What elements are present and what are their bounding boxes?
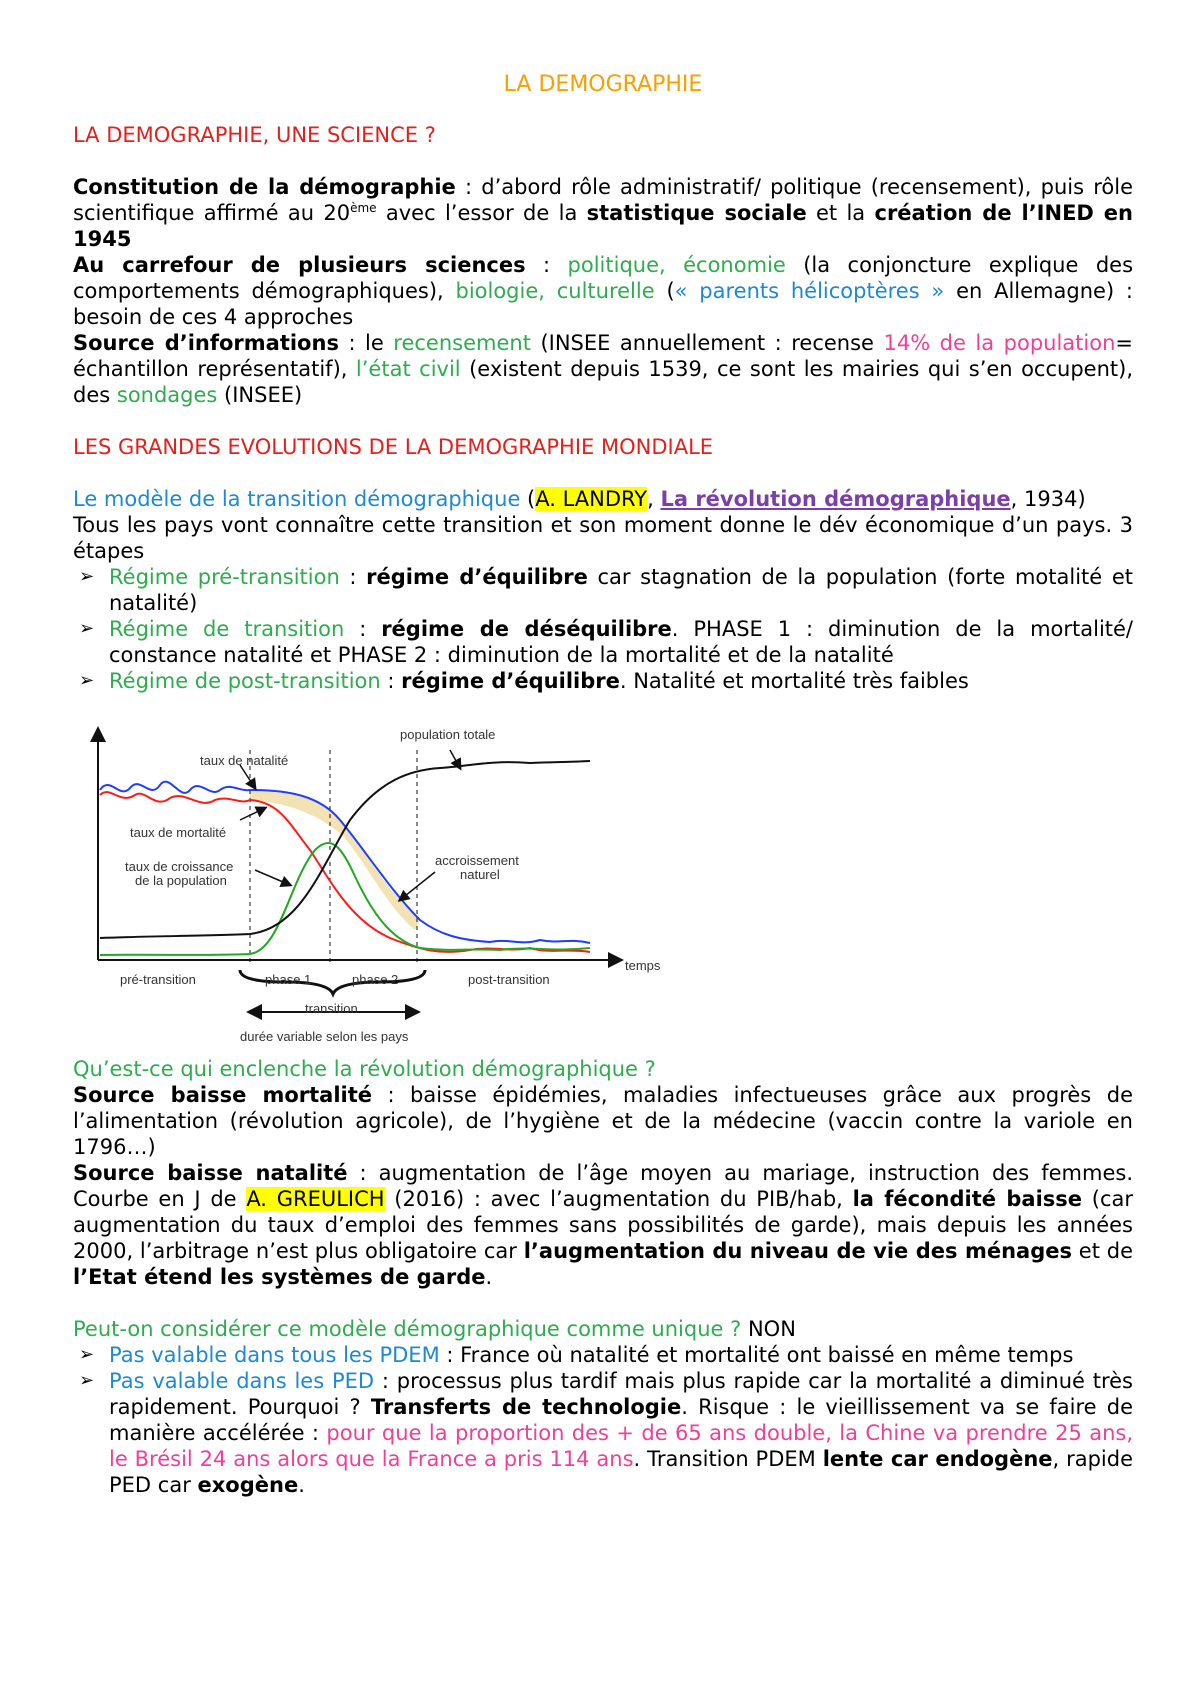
regime-list bbox=[73, 564, 1133, 694]
list-item: ➢ Pas valable dans les PED : processus plus tardif mais plus rapide car la mortalité a diminué très rapidement. Pourquoi ? Transferts de technologie. Risque : le vieillissement va se faire de manière accélérée : pour que la proportion des + de 65 ans double, la Chine va prendre 25 ans, le Brésil 24 ans alors que la France a pris 114 ans. Transition PDEM lente car endogène, rapide PED car exogène. bbox=[79, 1369, 1134, 1497]
list-item: ➢ Pas valable dans tous les PDEM : France où natalité et mortalité ont baissé en même temps bbox=[79, 1343, 1074, 1367]
arrow-bullet-icon: ➢ bbox=[79, 566, 95, 587]
label-mortalite: taux de mortalité bbox=[130, 825, 227, 840]
label-post-transition: post-transition bbox=[468, 972, 550, 987]
question-revolution: Qu’est-ce qui enclenche la révolution démographique ? bbox=[73, 1057, 656, 1081]
book-title-link[interactable]: La révolution démographique bbox=[660, 487, 1011, 511]
paragraph-constitution: Constitution de la démographie : d’abord rôle administratif/ politique (recensement), puis rôle scientifique affirmé au 20ème avec l’essor de la statistique sociale et la création de l’INED en 1945 bbox=[73, 175, 1134, 251]
label-population: population totale bbox=[400, 727, 496, 742]
label-phase-1: phase 1 bbox=[265, 972, 312, 987]
arrow-bullet-icon: ➢ bbox=[79, 618, 95, 639]
page-title: LA DEMOGRAPHIE bbox=[503, 72, 703, 97]
section-heading-evolutions: LES GRANDES EVOLUTIONS DE LA DEMOGRAPHIE MONDIALE bbox=[73, 435, 714, 459]
label-duree: durée variable selon les pays bbox=[240, 1029, 409, 1044]
paragraph-natalite: Source baisse natalité : augmentation de l’âge moyen au mariage, instruction des femmes. Courbe en J de A. GREULICH (2016) : avec l’augmentation du PIB/hab, la fécondité baisse (car augmentation du taux d’emploi des femmes sans possibilités de garde), mais depuis les années 2000, l’arbitrage n’est plus obligatoire car l’augmentation du niveau de vie des ménages et de l’Etat étend les systèmes de garde. bbox=[73, 1161, 1134, 1289]
limits-list bbox=[73, 1342, 1133, 1498]
paragraph-intro: Tous les pays vont connaître cette transition et son moment donne le dév économique d’un pays. 3 étapes bbox=[73, 513, 1133, 563]
label-croissance-2: de la population bbox=[135, 873, 227, 888]
list-item: ➢ Régime pré-transition : régime d’équilibre car stagnation de la population (forte motalité et natalité) bbox=[79, 565, 1133, 615]
list-item: ➢ Régime de post-transition : régime d’équilibre. Natalité et mortalité très faibles bbox=[79, 669, 969, 693]
paragraph-sources: Source d’informations : le recensement (INSEE annuellement : recense 14% de la population= échantillon représentatif), l’état civil (existent depuis 1539, ce sont les mairies qui s’en occupent), des sondages (INSEE) bbox=[73, 331, 1133, 407]
label-natalite: taux de natalité bbox=[200, 753, 289, 768]
arrow-bullet-icon: ➢ bbox=[79, 1344, 95, 1365]
document-page bbox=[73, 72, 1133, 1498]
section-heading-science: LA DEMOGRAPHIE, UNE SCIENCE ? bbox=[73, 123, 436, 147]
pointer-croissance bbox=[255, 870, 290, 885]
label-croissance-1: taux de croissance bbox=[125, 859, 234, 874]
pointer-mortalite bbox=[240, 808, 265, 820]
label-accroissement-1: accroissement bbox=[435, 853, 519, 868]
transition-diagram bbox=[90, 710, 730, 1050]
accroissement-area bbox=[250, 790, 420, 930]
label-pre-transition: pré-transition bbox=[120, 972, 196, 987]
paragraph-carrefour: Au carrefour de plusieurs sciences : politique, économie (la conjoncture explique des comportements démographiques), biologie, culturelle (« parents hélicoptères » en Allemagne) : besoin de ces 4 approches bbox=[73, 253, 1134, 329]
arrow-bullet-icon: ➢ bbox=[79, 1370, 95, 1391]
arrow-bullet-icon: ➢ bbox=[79, 670, 95, 691]
paragraph-model: Le modèle de la transition démographique (A. LANDRY, La révolution démographique, 1934) bbox=[73, 487, 1086, 511]
question-unique: Peut-on considérer ce modèle démographique comme unique ? NON bbox=[73, 1317, 796, 1341]
list-item: ➢ Régime de transition : régime de déséquilibre. PHASE 1 : diminution de la mortalité/ constance natalité et PHASE 2 : diminution de la mortalité et de la natalité bbox=[79, 617, 1134, 667]
pointer-pop bbox=[450, 750, 460, 768]
label-transition: transition bbox=[305, 1001, 358, 1016]
label-accroissement-2: naturel bbox=[460, 867, 500, 882]
paragraph-mortalite: Source baisse mortalité : baisse épidémies, maladies infectueuses grâce aux progrès de l’alimentation (révolution agricole), de l’hygiène et de la médecine (vaccin contre la variole en 1796…) bbox=[73, 1083, 1133, 1159]
label-temps: temps bbox=[625, 958, 661, 973]
label-phase-2: phase 2 bbox=[352, 972, 399, 987]
